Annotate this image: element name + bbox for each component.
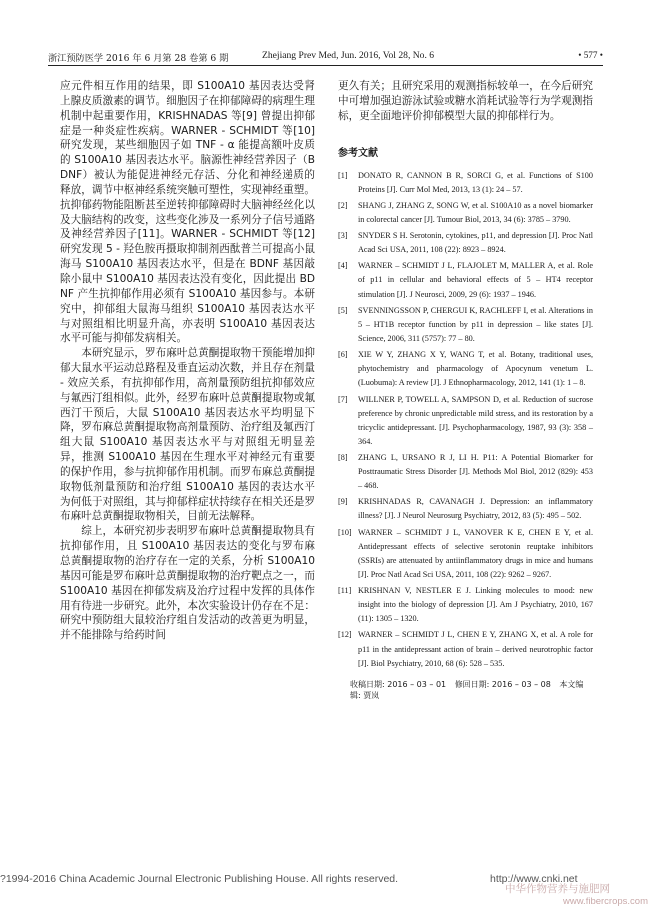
- reference-item: [338, 348, 593, 390]
- reference-item: [338, 304, 593, 346]
- references-heading: 参考文献: [338, 147, 378, 159]
- reference-item: [338, 584, 593, 626]
- reference-item: [338, 495, 593, 523]
- reference-item: [338, 393, 593, 449]
- reference-text: SNYDER S H. Serotonin, cytokines, p11, and depression [J]. Proc Natl Acad Sci USA, 2011, 108 (22): 8923 – 8924.: [358, 231, 593, 255]
- editor-name: 本文编辑: 贾岚: [350, 679, 584, 700]
- reference-number: [5]: [338, 305, 348, 315]
- reference-text: KRISHNAN V, NESTLER E J. Linking molecules to mood: new insight into the biology of depression [J]. Am J Psychiatry, 2010, 167 (11): 1305 – 1320.: [358, 586, 593, 624]
- copyright-footer: ?1994-2016 China Academic Journal Electronic Publishing House. All rights reserved.: [0, 873, 399, 885]
- body-paragraph-3: 综上，本研究初步表明罗布麻叶总黄酮提取物具有抗抑郁作用，且 S100A10 基因表达的变化与罗布麻总黄酮提取物的治疗存在一定的关系，分析 S100A10 基因可能是罗布麻叶总黄酮提取物的治疗靶点之一，而 S100A10 基因在抑郁发病及治疗过程中发挥的具体作用有待进一步研究。此外，本次实验设计仍存在不足：研究中预防组大鼠较治疗组自发活动的改善更为明显，并不能排除与给药时间: [60, 525, 315, 642]
- right-column: [338, 79, 593, 701]
- reference-number: [8]: [338, 452, 348, 462]
- reference-item: [338, 259, 593, 301]
- journal-en-header: Zhejiang Prev Med, Jun. 2016, Vol 28, No. 6: [262, 50, 435, 61]
- watermark-url: www.fibercrops.com: [563, 896, 648, 907]
- reference-text: SVENNINGSSON P, CHERGUI K, RACHLEFF I, et al. Alterations in 5 – HT1B receptor function by p11 in depression – like states [J]. Science, 2006, 311 (5757): 77 – 80.: [358, 305, 593, 343]
- reference-text: KRISHNADAS R, CAVANAGH J. Depression: an inflammatory illness? [J]. J Neurol Neurosurg Psychiatry, 2012, 83 (5): 495 – 502.: [358, 497, 593, 521]
- reference-number: [1]: [338, 170, 348, 180]
- reference-number: [2]: [338, 200, 348, 210]
- cnki-link[interactable]: http://www.cnki.net: [490, 873, 578, 885]
- reference-text: XIE W Y, ZHANG X Y, WANG T, et al. Botany, traditional uses, phytochemistry and pharmacology of Apocynum venetum L. (Luobuma): A review [J]. J Ethnopharmacology, 2012, 141 (1): 1 – 8.: [358, 350, 593, 388]
- reference-text: WARNER – SCHMIDT J L, VANOVER K E, CHEN E Y, et al. Antidepressant effects of selective serotonin reuptake inhibitors (SSRIs) are attenuated by antiinflammatory drugs in mice and humans [J]. Proc Natl Acad Sci USA, 2011, 108 (22): 9262 – 9267.: [358, 527, 593, 579]
- header-rule: [48, 65, 603, 66]
- reference-number: [7]: [338, 394, 348, 404]
- reference-text: SHANG J, ZHANG Z, SONG W, et al. S100A10 as a novel biomarker in colorectal cancer [J]. Tumour Biol, 2013, 34 (6): 3785 – 3790.: [358, 200, 593, 224]
- reference-number: [9]: [338, 497, 348, 507]
- watermark-text: 中华作物营养与施肥网: [505, 883, 610, 895]
- article-dates: [338, 679, 593, 701]
- reference-number: [12]: [338, 630, 352, 640]
- reference-number: [3]: [338, 231, 348, 241]
- body-paragraph-1: 应元件相互作用的结果，即 S100A10 基因表达受肾上腺皮质激素的调节。细胞因子在抑郁障碍的病理生理机制中起重要作用，KRISHNADAS 等[9] 曾提出抑郁症是一种炎症性疾病。WARNER - SCHMIDT 等[10] 研究发现，某些细胞因子如 TNF - α 能提高额叶皮质的 S100A10 基因表达水平。脑源性神经营养因子（BDNF）被认为能促进神经元存活、分化和神经递质的释放，调节中枢神经系统突触可塑性，实现神经重塑。抗抑郁药物能阻断甚至逆转抑郁障碍时大脑神经丝化以及大脑结构的改变，这些变化涉及一系列分子信号通路及神经营养因子[11]。WARNER - SCHMIDT 等[12] 研究发现 5 - 羟色胺再摄取抑制剂西酞普兰可提高小鼠海马 S100A10 基因表达水平，但是在 BDNF 基因敲除小鼠中 S100A10 基因表达没有变化，因此提出 BDNF 产生抗抑郁作用必须有 S100A10 基因参与。本研究中，抑郁组大鼠海马组织 S100A10 基因表达水平与对照组相比明显升高，亦表明 S100A10 基因表达水平可能与抑郁发病相关。: [60, 80, 315, 345]
- reference-number: [6]: [338, 350, 348, 360]
- reference-text: DONATO R, CANNON B R, SORCI G, et al. Functions of S100 Proteins [J]. Curr Mol Med, 2013, 13 (1): 24 – 57.: [358, 170, 593, 194]
- reference-list: [338, 169, 593, 671]
- journal-cn-header: 浙江预防医学 2016 年 6 月第 28 卷第 6 期: [48, 53, 229, 64]
- reference-text: WILLNER P, TOWELL A, SAMPSON D, et al. Reduction of sucrose preference by chronic unpredictable mild stress, and its restoration by a tricyclic antidepressant. [J]. Psychopharmacology, 1987, 93 (3): 358 – 364.: [358, 394, 593, 446]
- revised-date: 修回日期: 2016 – 03 – 08: [454, 679, 551, 689]
- reference-item: [338, 199, 593, 227]
- body-paragraph-2: 本研究显示，罗布麻叶总黄酮提取物干预能增加抑郁大鼠水平运动总路程及垂直运动次数，并且存在剂量 - 效应关系，有抗抑郁作用，高剂量预防组抗抑郁效应与氟西汀组相似。此外，经罗布麻叶总黄酮提取物或氟西汀干预后，大鼠 S100A10 基因表达水平均明显下降，罗布麻总黄酮提取物高剂量预防、治疗组及氟西汀组大鼠 S100A10 基因表达水平与对照组无明显差异，推测 S100A10 基因在生理水平对神经元有重要的保护作用，参与抗抑郁作用机制。而罗布麻总黄酮提取物低剂量预防和治疗组 S100A10 基因的表达水平为何低于对照组，其与抑郁样症状持续存在相关还是罗布麻叶总黄酮提取物相关，目前无法解释。: [60, 347, 315, 523]
- body-paragraph-4: 更久有关；且研究采用的观测指标较单一，在今后研究中可增加强迫游泳试验或糖水消耗试验等行为学观测指标，更全面地评价抑郁模型大鼠的抑郁样行为。: [338, 80, 593, 122]
- reference-item: [338, 229, 593, 257]
- reference-item: [338, 628, 593, 670]
- reference-text: ZHANG L, URSANO R J, LI H. P11: A Potential Biomarker for Posttraumatic Stress Disorder [J]. Methods Mol Biol, 2012 (829): 453 – 468.: [358, 452, 593, 491]
- reference-item: [338, 526, 593, 582]
- reference-text: WARNER – SCHMIDT J L, FLAJOLET M, MALLER A, et al. Role of p11 in cellular and behavioral effects of 5 – HT4 receptor stimulation [J]. J Neurosci, 2009, 29 (6): 1937 – 1946.: [358, 261, 593, 299]
- reference-item: [338, 169, 593, 197]
- reference-number: [11]: [338, 586, 352, 596]
- left-column: [60, 79, 315, 643]
- page-number: • 577 •: [578, 50, 603, 60]
- received-date: 收稿日期: 2016 – 03 – 01: [350, 679, 447, 689]
- reference-number: [10]: [338, 527, 352, 537]
- running-header: [48, 50, 603, 64]
- reference-number: [4]: [338, 261, 348, 271]
- reference-item: [338, 451, 593, 493]
- reference-text: WARNER – SCHMIDT J L, CHEN E Y, ZHANG X, et al. A role for p11 in the antidepressant action of brain – derived neurotrophic factor [J]. Biol Psychiatry, 2010, 68 (6): 528 – 535.: [358, 630, 593, 668]
